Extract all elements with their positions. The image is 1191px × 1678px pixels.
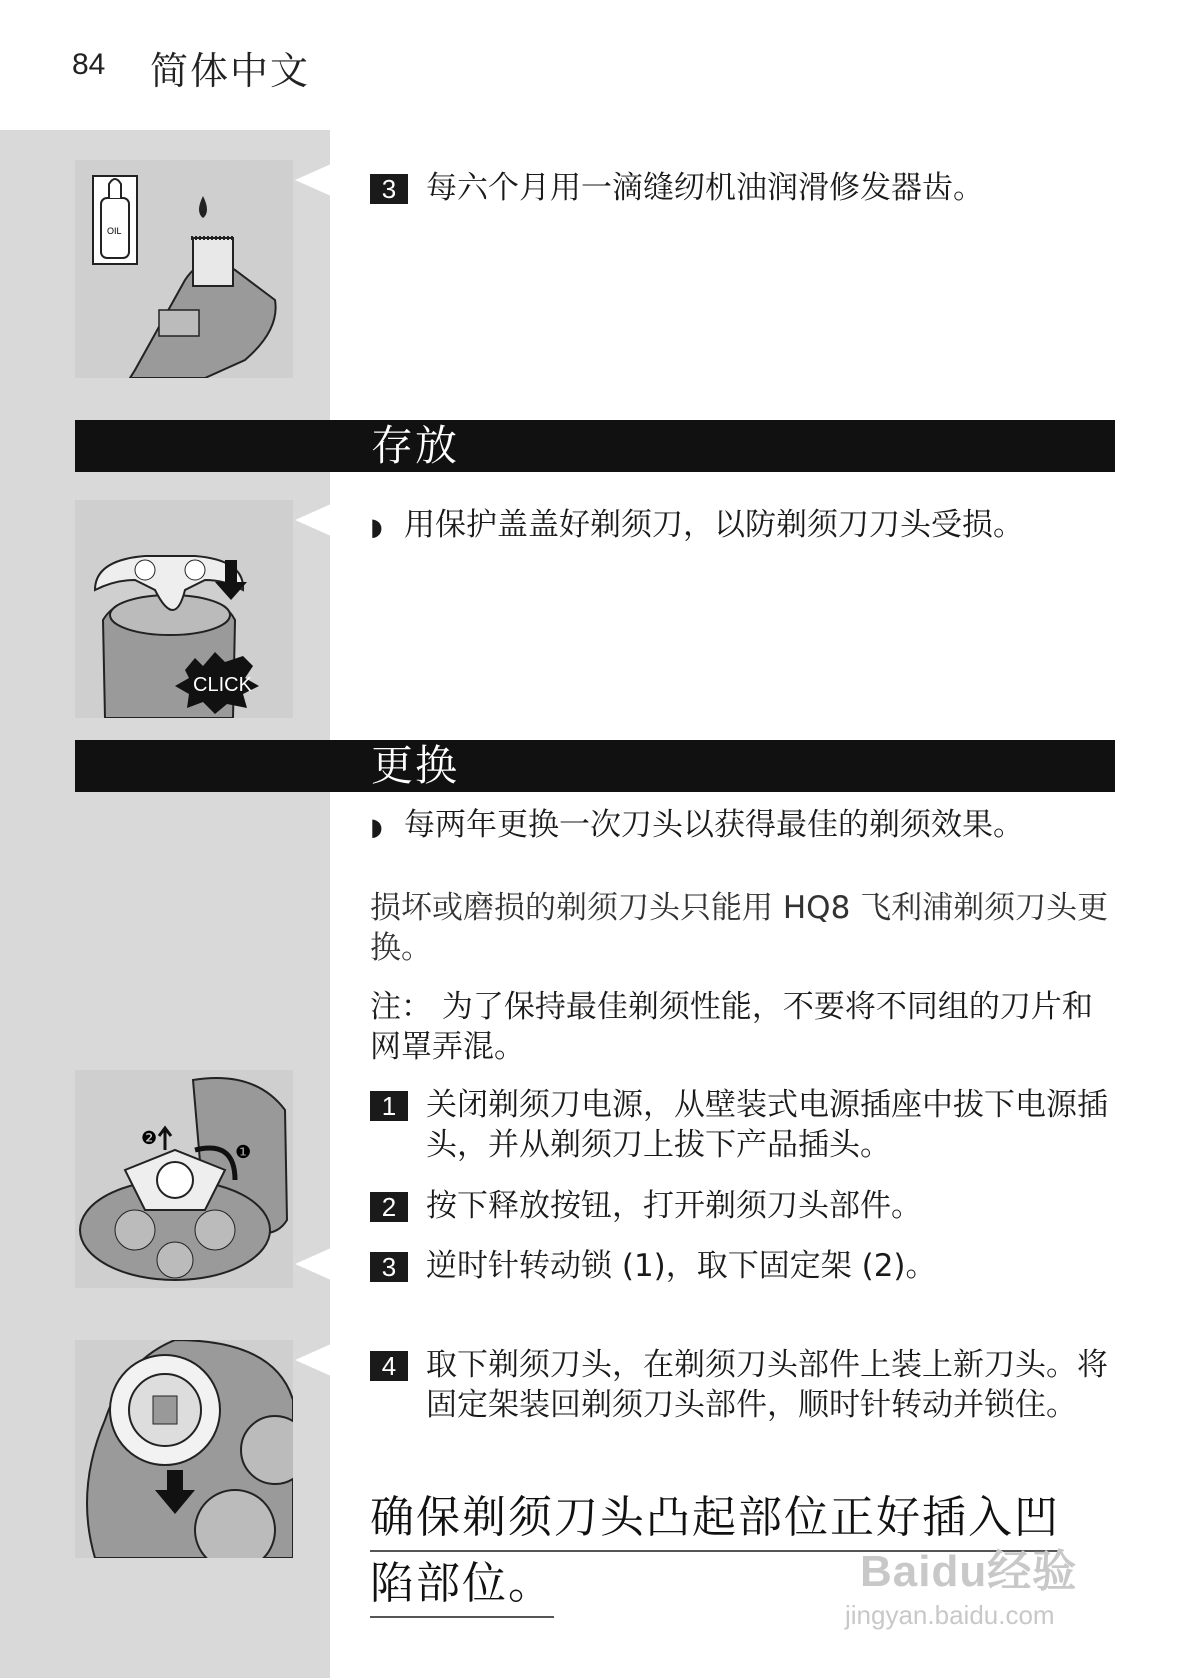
section-header-storage [75, 420, 1115, 472]
replacement-bullet [370, 805, 1070, 845]
section-title: 更换 [371, 741, 460, 790]
annotation-line-1: 确保剃须刀头凸起部位正好插入凹 [370, 1486, 1060, 1552]
figure-pointer [295, 1344, 331, 1376]
section-header-replacement [75, 740, 1115, 792]
step-text: 取下剃须刀头，在剃须刀头部件上装上新刀头。将固定架装回剃须刀头部件，顺时针转动并锁住。 [426, 1347, 1108, 1423]
fig-marker-2: ❷ [141, 1128, 158, 1149]
step-number: 1 [370, 1091, 408, 1121]
open-head-illustration [75, 1070, 293, 1288]
replacement-step-1 [370, 1085, 1115, 1165]
section-title: 存放 [371, 421, 460, 470]
step-text: 按下释放按钮，打开剃须刀头部件。 [426, 1188, 922, 1224]
replacement-step-3 [370, 1246, 1115, 1286]
replacement-paragraph: 损坏或磨损的剃须刀头只能用 HQ8 飞利浦剃须刀头更换。 [370, 890, 1109, 966]
step-text: 关闭剃须刀电源，从壁装式电源插座中拔下电源插头，并从剃须刀上拔下产品插头。 [426, 1087, 1108, 1163]
watermark-url: jingyan.baidu.com [845, 1600, 1055, 1630]
oil-label: OIL [107, 226, 122, 236]
figure-pointer [295, 504, 331, 536]
bullet-icon: ◗ [370, 813, 383, 841]
click-label: CLICK [193, 674, 252, 696]
replacement-step-2 [370, 1186, 1115, 1226]
oil-illustration [75, 160, 293, 378]
cutter-replace-illustration [75, 1340, 293, 1558]
fig-marker-1: ❶ [235, 1142, 252, 1163]
annotation-line-2: 陷部位。 [370, 1552, 554, 1618]
replacement-note: 注： 为了保持最佳剃须性能，不要将不同组的刀片和网罩弄混。 [370, 989, 1093, 1065]
replacement-step-4 [370, 1345, 1115, 1425]
figure-pointer [295, 1248, 331, 1280]
bullet-text: 每两年更换一次刀头以获得最佳的剃须效果。 [404, 807, 1024, 843]
bullet-text: 用保护盖盖好剃须刀，以防剃须刀刀头受损。 [404, 507, 1024, 543]
oil-step [370, 168, 1110, 208]
step-number: 3 [370, 1252, 408, 1282]
step-text: 逆时针转动锁 (1)，取下固定架 (2)。 [426, 1248, 937, 1284]
step-text: 每六个月用一滴缝纫机油润滑修发器齿。 [426, 170, 984, 206]
storage-illustration [75, 500, 293, 718]
step-number: 3 [370, 174, 408, 204]
watermark-brand: Baidu经验 [860, 1547, 1078, 1596]
bullet-icon: ◗ [370, 513, 383, 541]
page-number: 84 [72, 48, 106, 81]
figure-pointer [295, 164, 331, 196]
storage-bullet [370, 505, 1070, 545]
page-language: 简体中文 [150, 49, 311, 93]
step-number: 2 [370, 1192, 408, 1222]
step-number: 4 [370, 1351, 408, 1381]
